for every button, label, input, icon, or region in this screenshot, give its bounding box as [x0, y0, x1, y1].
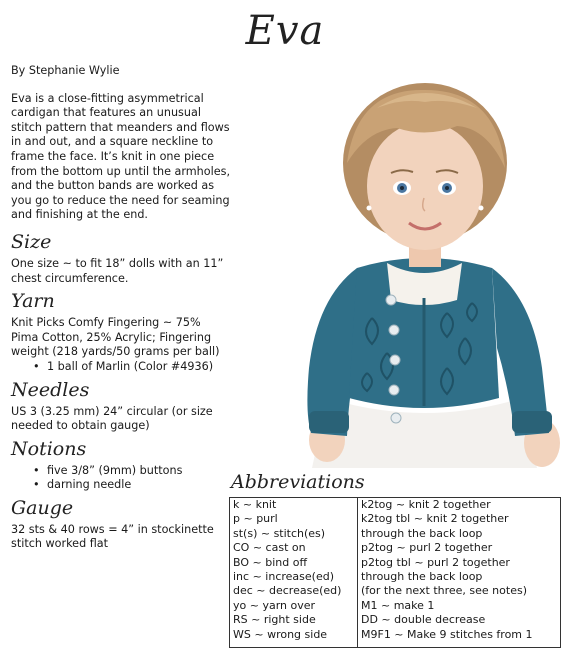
table-row: BO ~ bind off: [233, 555, 308, 569]
notions-bullets: [11, 464, 231, 493]
table-row: p2tog ~ purl 2 together: [361, 541, 493, 555]
table-row: CO ~ cast on: [233, 541, 306, 555]
pattern-info: [11, 64, 231, 552]
size-heading: Size: [11, 230, 52, 253]
needles-text: US 3 (3.25 mm) 24” circular (or size needed to obtain gauge): [11, 404, 213, 433]
table-row: through the back loop: [361, 526, 483, 540]
list-item: • 1 ball of Marlin (Color #4936): [33, 360, 231, 375]
table-row: WS ~ wrong side: [233, 627, 328, 641]
table-row: through the back loop: [361, 570, 483, 584]
table-row: (for the next three, see notes): [361, 584, 527, 598]
doll-photo: [287, 68, 562, 468]
table-row: M1 ~ make 1: [361, 598, 435, 612]
table-row: k2tog ~ knit 2 together: [361, 498, 491, 511]
table-row: RS ~ right side: [233, 613, 316, 627]
yarn-heading: Yarn: [11, 290, 55, 313]
notions-heading: Notions: [11, 437, 87, 460]
table-row: M9F1 ~ Make 9 stitches from 1: [361, 627, 533, 641]
size-text: One size ~ to fit 18” dolls with an 11” chest circumference.: [11, 256, 224, 285]
gauge-heading: Gauge: [11, 496, 74, 519]
abbreviations-table: [229, 497, 561, 648]
table-row: k ~ knit: [233, 498, 277, 511]
table-row: k2tog tbl ~ knit 2 together: [361, 512, 509, 526]
description: Eva is a close-fitting asymmetrical cardigan that features an unusual stitch pattern that meanders and flows in and out, and a square neckline to frame the face. It’s knit in one piece from the bottom up until the armholes, and the button bands are worked as you go to reduce the need for seaming and finishing at the end.: [11, 91, 230, 222]
table-divider: [357, 498, 358, 647]
yarn-text: Knit Picks Comfy Fingering ~ 75% Pima Cotton, 25% Acrylic; Fingering weight (218 yards/50 grams per ball): [11, 316, 220, 359]
abbr-left-column: [233, 498, 355, 642]
needles-heading: Needles: [11, 378, 90, 401]
list-item: • five 3/8” (9mm) buttons: [33, 464, 231, 479]
table-row: p ~ purl: [233, 512, 278, 526]
doll-illustration: [287, 68, 562, 468]
table-row: yo ~ yarn over: [233, 598, 316, 612]
table-row: inc ~ increase(ed): [233, 570, 334, 584]
byline: By Stephanie Wylie: [11, 64, 120, 77]
list-item: • darning needle: [33, 478, 231, 493]
table-row: DD ~ double decrease: [361, 613, 486, 627]
table-row: st(s) ~ stitch(es): [233, 526, 326, 540]
gauge-text: 32 sts & 40 rows = 4” in stockinette stitch worked flat: [11, 522, 214, 551]
abbreviations-heading: Abbreviations: [231, 471, 365, 493]
pattern-title: Eva: [245, 8, 325, 54]
table-row: dec ~ decrease(ed): [233, 584, 342, 598]
table-row: p2tog tbl ~ purl 2 together: [361, 555, 510, 569]
yarn-bullets: [11, 360, 231, 375]
abbr-right-column: [361, 498, 559, 642]
